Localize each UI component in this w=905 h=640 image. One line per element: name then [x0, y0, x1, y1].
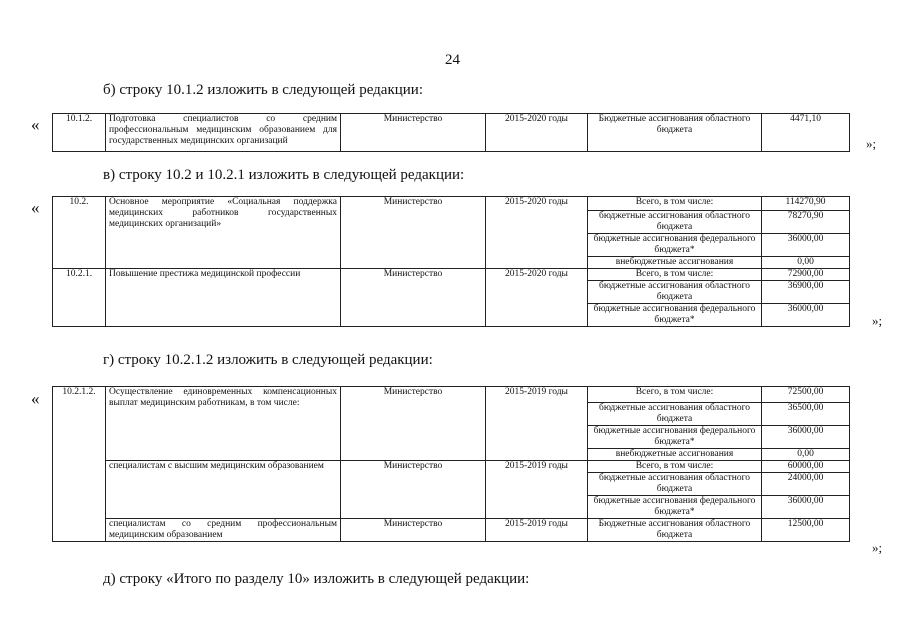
- instruction-v: в) строку 10.2 и 10.2.1 изложить в следующей редакции:: [103, 167, 465, 183]
- funding-source: бюджетные ассигнования федерального бюджета*: [588, 426, 762, 449]
- amount: 0,00: [762, 449, 850, 461]
- row-number: 10.2.1.2.: [53, 387, 106, 542]
- funding-source: бюджетные ассигнования федерального бюджета*: [588, 234, 762, 257]
- executor: Министерство: [341, 387, 486, 461]
- table-row: [53, 519, 850, 542]
- close-quote-v: »;: [872, 313, 883, 328]
- amount: 36900,00: [762, 281, 850, 304]
- funding-source: внебюджетные ассигнования: [588, 449, 762, 461]
- period: 2015-2020 годы: [486, 114, 588, 152]
- funding-source: бюджетные ассигнования областного бюджета: [588, 473, 762, 496]
- amount: 36000,00: [762, 496, 850, 519]
- table-b: [52, 113, 850, 152]
- executor: Министерство: [341, 461, 486, 519]
- table-row: [53, 114, 850, 152]
- funding-source: бюджетные ассигнования областного бюджета: [588, 403, 762, 426]
- close-quote-b: »;: [866, 136, 877, 151]
- amount: 12500,00: [762, 519, 850, 542]
- close-quote-g: »;: [872, 540, 883, 555]
- amount: 72900,00: [762, 269, 850, 281]
- instruction-d: д) строку «Итого по разделу 10» изложить в следующей редакции:: [103, 571, 530, 587]
- table-v: [52, 196, 850, 327]
- amount: 36000,00: [762, 234, 850, 257]
- executor: Министерство: [341, 197, 486, 269]
- activity-name: Основное мероприятие «Социальная поддержка медицинских работников государственных медицинских организаций»: [106, 197, 341, 269]
- open-quote-v: «: [31, 198, 40, 217]
- table-row: [53, 197, 850, 211]
- open-quote-g: «: [31, 389, 40, 408]
- funding-source: Всего, в том числе:: [588, 269, 762, 281]
- funding-source: бюджетные ассигнования областного бюджета: [588, 281, 762, 304]
- page-number: 24: [445, 52, 460, 68]
- executor: Министерство: [341, 519, 486, 542]
- amount: 114270,90: [762, 197, 850, 211]
- amount: 60000,00: [762, 461, 850, 473]
- funding-source: Бюджетные ассигнования областного бюджета: [588, 114, 762, 152]
- amount: 36000,00: [762, 426, 850, 449]
- funding-source: Бюджетные ассигнования областного бюджета: [588, 519, 762, 542]
- instruction-b: б) строку 10.1.2 изложить в следующей редакции:: [103, 82, 423, 98]
- funding-source: Всего, в том числе:: [588, 387, 762, 403]
- period: 2015-2020 годы: [486, 269, 588, 327]
- activity-name: Повышение престижа медицинской профессии: [106, 269, 341, 327]
- open-quote-b: «: [31, 115, 40, 134]
- funding-source: бюджетные ассигнования областного бюджета: [588, 211, 762, 234]
- table-row: [53, 269, 850, 281]
- table-g: [52, 386, 850, 542]
- amount: 36500,00: [762, 403, 850, 426]
- amount: 36000,00: [762, 304, 850, 327]
- activity-name: Подготовка специалистов со средним профессиональным медицинским образованием для государственных медицинских организаций: [106, 114, 341, 152]
- executor: Министерство: [341, 114, 486, 152]
- funding-source: Всего, в том числе:: [588, 461, 762, 473]
- amount: 78270,90: [762, 211, 850, 234]
- activity-name: Осуществление единовременных компенсационных выплат медицинским работникам, в том числе:: [106, 387, 341, 461]
- activity-name: специалистам с высшим медицинским образованием: [106, 461, 341, 519]
- table-row: [53, 387, 850, 403]
- amount: 4471,10: [762, 114, 850, 152]
- amount: 72500,00: [762, 387, 850, 403]
- funding-source: внебюджетные ассигнования: [588, 257, 762, 269]
- row-number: 10.1.2.: [53, 114, 106, 152]
- row-number: 10.2.: [53, 197, 106, 269]
- amount: 24000,00: [762, 473, 850, 496]
- period: 2015-2019 годы: [486, 519, 588, 542]
- instruction-g: г) строку 10.2.1.2 изложить в следующей редакции:: [103, 352, 433, 368]
- activity-name: специалистам со средним профессиональным медицинским образованием: [106, 519, 341, 542]
- funding-source: Всего, в том числе:: [588, 197, 762, 211]
- table-row: [53, 461, 850, 473]
- funding-source: бюджетные ассигнования федерального бюджета*: [588, 304, 762, 327]
- period: 2015-2019 годы: [486, 387, 588, 461]
- row-number: 10.2.1.: [53, 269, 106, 327]
- period: 2015-2019 годы: [486, 461, 588, 519]
- executor: Министерство: [341, 269, 486, 327]
- amount: 0,00: [762, 257, 850, 269]
- funding-source: бюджетные ассигнования федерального бюджета*: [588, 496, 762, 519]
- period: 2015-2020 годы: [486, 197, 588, 269]
